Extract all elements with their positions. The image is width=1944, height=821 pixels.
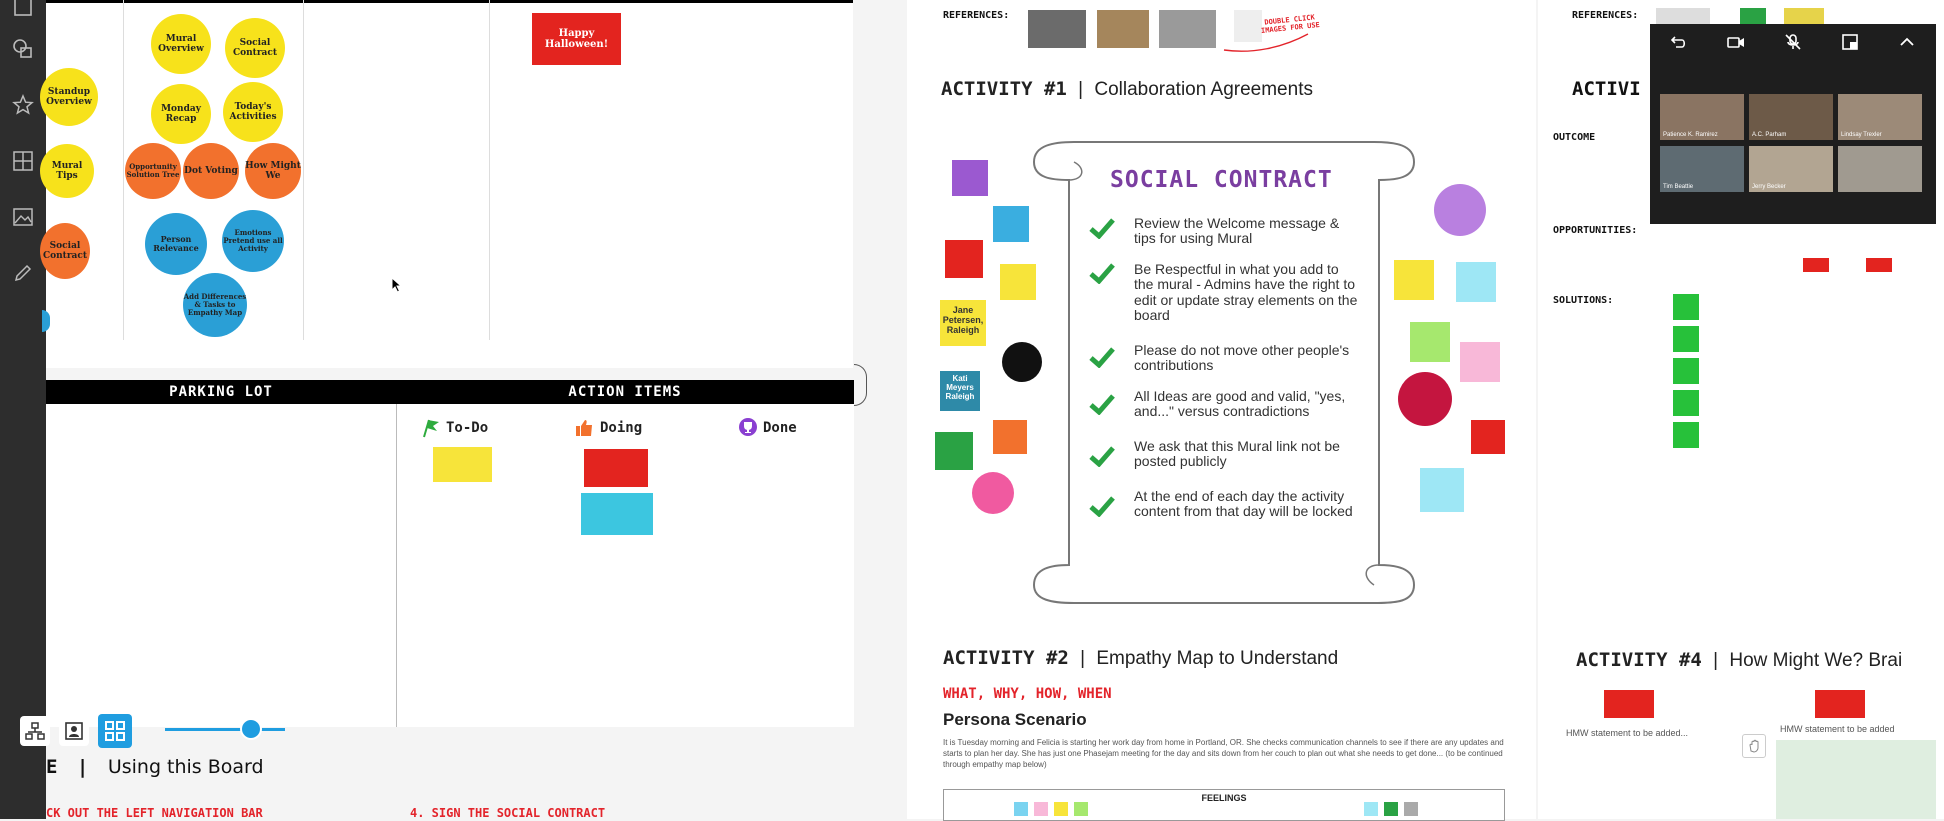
cursor-icon: [391, 277, 403, 298]
thumbs-up-icon: [574, 418, 594, 438]
grid-view-icon[interactable]: [98, 714, 132, 748]
contract-rule: At the end of each day the activity content from that day will be locked: [1134, 488, 1353, 520]
outcome-label: OUTCOME: [1553, 132, 1596, 143]
checkmark-icon: [1088, 393, 1116, 415]
trophy-icon: [738, 417, 758, 437]
activity3-heading-partial: ACTIVI: [1572, 78, 1641, 100]
participant-name: Jerry Becker: [1752, 184, 1786, 190]
heading-title: Collaboration Agreements: [1094, 79, 1313, 100]
heading-prefix: E: [46, 756, 58, 778]
contract-rule: Review the Welcome message & tips for using Mural: [1134, 215, 1340, 247]
column-divider: [123, 0, 124, 340]
signature-circle[interactable]: [1002, 342, 1042, 382]
solution-sticky[interactable]: [1673, 422, 1699, 448]
participant-name: Lindsay Trexler: [1841, 132, 1882, 138]
step-right: 4. SIGN THE SOCIAL CONTRACT: [410, 806, 606, 820]
map-section-label: FEELINGS: [1201, 793, 1247, 803]
image-icon[interactable]: [8, 202, 38, 232]
topic-circle[interactable]: Social Contract: [225, 18, 285, 78]
signature-sticky[interactable]: [1420, 468, 1464, 512]
signature-sticky[interactable]: [1410, 322, 1450, 362]
heading-title: Empathy Map to Understand: [1096, 648, 1339, 669]
topic-circle[interactable]: Today's Activities: [223, 82, 283, 142]
hmw-statement: HMW statement to be added: [1780, 724, 1895, 734]
activity2-subheading: WHAT, WHY, HOW, WHEN: [943, 686, 1112, 702]
topic-circle[interactable]: Emotions Pretend use all Activity: [222, 210, 284, 272]
reference-thumbnail[interactable]: [1159, 10, 1216, 48]
contract-rule: All Ideas are good and valid, "yes, and..." versus contradictions: [1134, 388, 1346, 420]
participant-tile[interactable]: [1749, 94, 1833, 140]
signature-sticky[interactable]: [952, 160, 988, 196]
hmw-statement: HMW statement to be added...: [1566, 728, 1689, 738]
sticky-note[interactable]: [1815, 690, 1865, 718]
sticky-note[interactable]: [1034, 802, 1048, 816]
checkmark-icon: [1088, 445, 1116, 467]
topic-circle[interactable]: Opportunity Solution Tree: [125, 143, 181, 199]
collapse-icon[interactable]: [1898, 33, 1916, 56]
sticky-note[interactable]: [433, 447, 492, 482]
sticky-note[interactable]: [581, 493, 653, 535]
participant-tile[interactable]: [1749, 146, 1833, 192]
video-call-window[interactable]: [1650, 24, 1936, 224]
heading-separator: |: [1078, 79, 1084, 100]
signature-circle[interactable]: [972, 472, 1014, 514]
solution-sticky[interactable]: [1673, 294, 1699, 320]
contract-rule: Please do not move other people's contributions: [1134, 342, 1350, 374]
using-board-heading: [46, 756, 264, 778]
column-divider: [489, 0, 490, 340]
signature-sticky[interactable]: [993, 420, 1027, 454]
solution-sticky[interactable]: [1673, 390, 1699, 416]
checkmark-icon: [1088, 495, 1116, 517]
topic-circle[interactable]: Social Contract: [40, 223, 90, 279]
topic-circle[interactable]: Standup Overview: [40, 68, 98, 126]
checkmark-icon: [1088, 262, 1116, 284]
participant-name: A.C. Parham: [1752, 132, 1787, 138]
zoom-slider-track[interactable]: [165, 728, 285, 731]
halloween-note[interactable]: Happy Halloween!: [532, 13, 621, 65]
topic-circle[interactable]: Monday Recap: [151, 84, 211, 144]
topic-circle[interactable]: How Might We: [245, 143, 301, 199]
camera-icon[interactable]: [1727, 33, 1745, 56]
heading-title: How Might We? Brai: [1729, 650, 1903, 671]
references-label: REFERENCES:: [943, 10, 1010, 21]
left-toolbar: [0, 0, 46, 819]
persona-title: Persona Scenario: [943, 710, 1087, 729]
sticky-note[interactable]: [1604, 690, 1654, 718]
signature-sticky[interactable]: [1471, 420, 1505, 454]
layout-icon[interactable]: [1841, 33, 1859, 56]
signature-sticky[interactable]: Jane Petersen, Raleigh: [940, 300, 986, 346]
contract-rule: We ask that this Mural link not be posted publicly: [1134, 438, 1340, 470]
checkmark-icon: [1088, 346, 1116, 368]
heading-prefix: ACTIVITY #4: [1576, 649, 1702, 671]
signature-sticky[interactable]: [1460, 342, 1500, 382]
grid-icon[interactable]: [8, 146, 38, 176]
topic-circle[interactable]: Mural Tips: [40, 144, 94, 198]
sticky-note[interactable]: [1803, 258, 1829, 272]
panel-top-border: [46, 0, 853, 3]
mic-muted-icon[interactable]: [1784, 33, 1802, 56]
topic-circle[interactable]: Mural Overview: [151, 14, 211, 74]
step-left: CK OUT THE LEFT NAVIGATION BAR: [46, 806, 263, 820]
sticky-note[interactable]: [1866, 258, 1892, 272]
outline-icon[interactable]: [20, 716, 50, 746]
minimap[interactable]: [1776, 740, 1936, 819]
persona-text: It is Tuesday morning and Felicia is starting her work day from home in Portland, OR. She checks communication channels to see if there are any updates and starts to plan her day. She has just one Phasejam meeting for the day and sits down from her couch to plan out what she needs to get done... (to be continued through empathy map below): [943, 738, 1504, 769]
heading-separator: |: [1713, 650, 1719, 671]
topic-circle[interactable]: Person Relevance: [145, 213, 207, 275]
todo-column-label: To-Do: [446, 420, 489, 436]
hand-icon[interactable]: [1742, 734, 1766, 758]
sticky-note-icon[interactable]: [8, 0, 38, 22]
sticky-note[interactable]: [1384, 802, 1398, 816]
heading-title: Using this Board: [107, 756, 264, 778]
connector-arc: [854, 364, 867, 406]
activity1-heading: [941, 78, 1313, 101]
participant-tile[interactable]: [1660, 94, 1744, 140]
heading-prefix: ACTIVITY #1: [941, 78, 1067, 100]
heading-separator: |: [76, 756, 89, 778]
checkmark-icon: [1088, 217, 1116, 239]
back-icon[interactable]: [1670, 33, 1688, 56]
presenter-icon[interactable]: [59, 716, 89, 746]
signature-sticky[interactable]: [945, 240, 983, 278]
participant-tile[interactable]: [1660, 146, 1744, 192]
reference-thumbnail[interactable]: [1028, 10, 1086, 48]
empathy-map: [943, 789, 1505, 821]
activity2-heading: [943, 647, 1338, 670]
pencil-icon[interactable]: [8, 258, 38, 288]
doing-column-label: Doing: [600, 420, 643, 436]
solutions-label: SOLUTIONS:: [1553, 295, 1614, 306]
signature-sticky[interactable]: [1456, 262, 1496, 302]
parking-lot-header: PARKING LOT: [46, 380, 396, 404]
red-arrow-icon: [1222, 30, 1312, 55]
sticky-note[interactable]: [1404, 802, 1418, 816]
activity4-heading: [1576, 649, 1902, 672]
signature-sticky[interactable]: Kati Meyers Raleigh: [940, 371, 980, 411]
participant-name: Patience K. Ramirez: [1663, 132, 1718, 138]
sticky-note[interactable]: [1364, 802, 1378, 816]
flag-icon: [420, 418, 440, 438]
sticky-note[interactable]: [1014, 802, 1028, 816]
reference-thumbnail[interactable]: [1097, 10, 1149, 48]
signature-sticky[interactable]: [1394, 260, 1434, 300]
column-divider: [396, 404, 397, 727]
sticky-note[interactable]: [1054, 802, 1068, 816]
call-controls: [1650, 24, 1936, 64]
double-click-note: DOUBLE CLICK IMAGES FOR USE: [1260, 13, 1321, 36]
sticky-note[interactable]: [1074, 802, 1088, 816]
solution-sticky[interactable]: [1673, 358, 1699, 384]
topic-circle[interactable]: Dot Voting: [183, 143, 239, 199]
signature-sticky[interactable]: [993, 206, 1029, 242]
heading-separator: |: [1080, 648, 1086, 669]
opportunities-label: OPPORTUNITIES:: [1553, 225, 1638, 236]
participant-name: Tim Beattie: [1663, 184, 1694, 190]
contract-title: SOCIAL CONTRACT: [1110, 167, 1333, 193]
star-icon[interactable]: [8, 90, 38, 120]
column-divider: [303, 0, 304, 340]
done-column-label: Done: [763, 420, 797, 436]
signature-circle[interactable]: [1434, 184, 1486, 236]
signature-circle[interactable]: [1398, 372, 1452, 426]
heading-prefix: ACTIVITY #2: [943, 647, 1069, 669]
participant-tile[interactable]: [1838, 94, 1922, 140]
sticky-note[interactable]: [584, 449, 648, 487]
zoom-slider-handle[interactable]: [240, 718, 262, 740]
contract-rule: Be Respectful in what you add to the mural - Admins have the right to edit or update stray elements on the board: [1134, 261, 1358, 324]
shapes-icon[interactable]: [8, 34, 38, 64]
signature-sticky[interactable]: [1000, 264, 1036, 300]
solution-sticky[interactable]: [1673, 326, 1699, 352]
references-label: REFERENCES:: [1572, 10, 1639, 21]
participant-tile[interactable]: [1838, 146, 1922, 192]
signature-sticky[interactable]: [935, 432, 973, 470]
action-items-header: ACTION ITEMS: [396, 380, 854, 404]
topic-circle[interactable]: Add Differences & Tasks to Empathy Map: [183, 273, 247, 337]
